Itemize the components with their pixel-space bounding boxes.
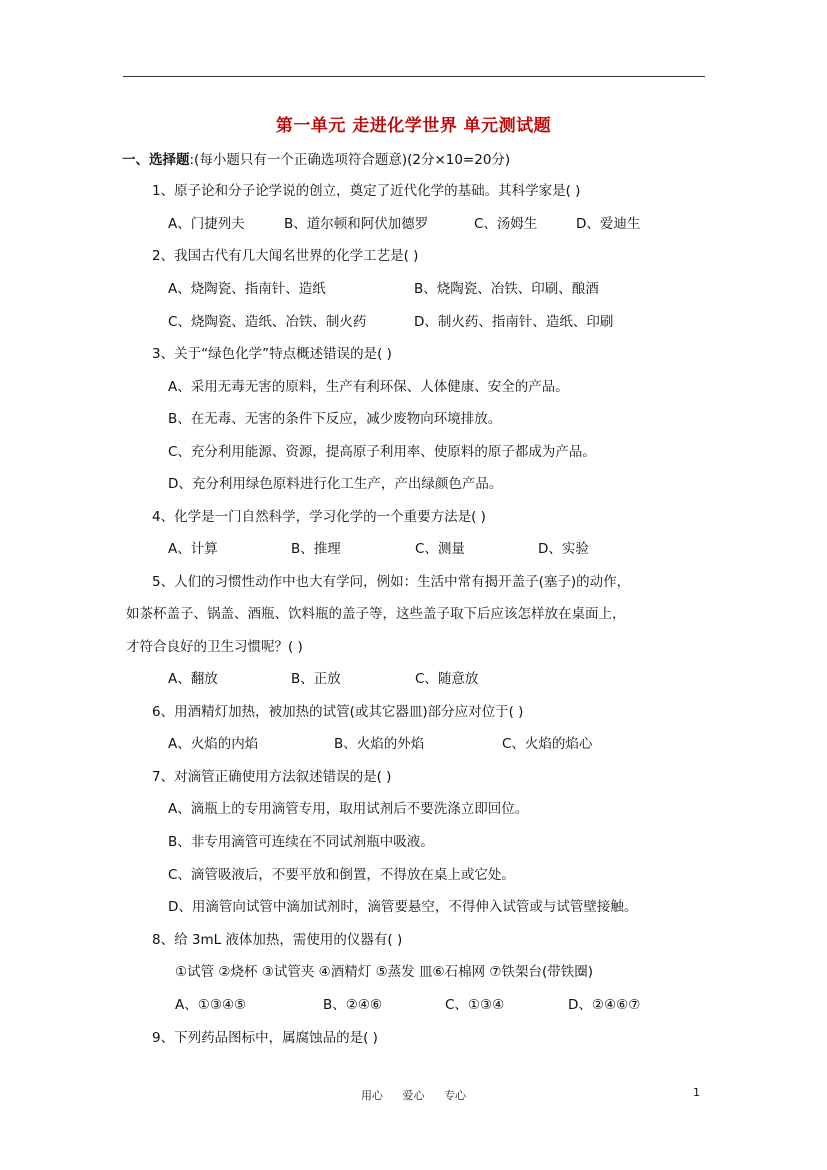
option-d: D、充分利用绿色原料进行化工生产，产出绿颜色产品。 <box>168 476 503 492</box>
page-footer <box>0 1087 827 1103</box>
question-8: 8、给 3mL 液体加热，需使用的仪器有( ) <box>152 932 403 948</box>
question-5-options <box>168 670 768 688</box>
option-c: C、火焰的焰心 <box>502 736 593 752</box>
option-d: D、爱迪生 <box>576 216 641 232</box>
option-c: C、①③④ <box>445 997 505 1013</box>
question-4-options <box>168 540 768 558</box>
question-4: 4、化学是一门自然科学，学习化学的一个重要方法是( ) <box>152 509 486 525</box>
option-b: B、②④⑥ <box>323 997 383 1013</box>
question-8-items: ①试管 ②烧杯 ③试管夹 ④酒精灯 ⑤蒸发 皿⑥石棉网 ⑦铁架台(带铁圈) <box>175 964 593 980</box>
question-2-options-row2 <box>168 313 768 331</box>
option-d: D、实验 <box>538 541 589 557</box>
option-d: D、用滴管向试管中滴加试剂时，滴管要悬空，不得伸入试管或与试管壁接触。 <box>168 899 638 915</box>
section-label: 一、选择题 <box>122 152 190 168</box>
option-c: C、测量 <box>415 541 465 557</box>
option-a: A、计算 <box>168 541 218 557</box>
question-9: 9、下列药品图标中，属腐蚀品的是( ) <box>152 1030 378 1046</box>
option-a: A、①③④⑤ <box>175 997 247 1013</box>
option-c: C、烧陶瓷、造纸、冶铁、制火药 <box>168 314 367 330</box>
option-b: B、烧陶瓷、冶铁、印刷、酿酒 <box>414 281 599 297</box>
question-3: 3、关于“绿色化学”特点概述错误的是( ) <box>152 346 392 362</box>
header-rule <box>123 76 705 77</box>
option-a: A、烧陶瓷、指南针、造纸 <box>168 281 326 297</box>
option-b: B、推理 <box>291 541 341 557</box>
option-a: A、门捷列夫 <box>168 216 245 232</box>
footer-item: 爱心 <box>402 1089 425 1102</box>
question-5-line-2: 如茶杯盖子、锅盖、酒瓶、饮料瓶的盖子等，这些盖子取下后应该怎样放在桌面上， <box>126 606 626 622</box>
option-b: B、正放 <box>291 671 341 687</box>
question-2-options-row1 <box>168 280 768 298</box>
option-d: D、制火药、指南针、造纸、印刷 <box>414 314 614 330</box>
section-desc: :(每小题只有一个正确选项符合题意)(2分×10=20分) <box>189 152 511 168</box>
footer-item: 用心 <box>361 1089 383 1102</box>
page-number: 1 <box>693 1086 700 1099</box>
question-2: 2、我国古代有几大闻名世界的化学工艺是( ) <box>152 248 419 264</box>
option-b: B、火焰的外焰 <box>334 736 425 752</box>
footer-item: 专心 <box>444 1089 466 1102</box>
option-a: A、翻放 <box>168 671 218 687</box>
option-b: B、在无毒、无害的条件下反应，减少废物向环境排放。 <box>168 411 502 427</box>
question-1: 1、原子论和分子论学说的创立，奠定了近代化学的基础。其科学家是( ) <box>152 183 581 199</box>
option-c: C、充分利用能源、资源，提高原子利用率、使原料的原子都成为产品。 <box>168 444 596 460</box>
question-7: 7、对滴管正确使用方法叙述错误的是( ) <box>152 769 392 785</box>
section-heading <box>122 151 510 169</box>
option-a: A、火焰的内焰 <box>168 736 259 752</box>
option-c: C、汤姆生 <box>474 216 538 232</box>
question-6: 6、用酒精灯加热，被加热的试管(或其它器皿)部分应对位于( ) <box>152 704 524 720</box>
question-6-options <box>168 735 768 753</box>
option-a: A、采用无毒无害的原料，生产有利环保、人体健康、安全的产品。 <box>168 379 569 395</box>
option-b: B、道尔顿和阿伏加德罗 <box>284 216 429 232</box>
question-8-options <box>175 996 775 1014</box>
question-5-line-1: 5、人们的习惯性动作中也大有学问，例如：生活中常有揭开盖子(塞子)的动作， <box>152 574 631 590</box>
option-a: A、滴瓶上的专用滴管专用，取用试剂后不要洗涤立即回位。 <box>168 801 529 817</box>
page-title: 第一单元 走进化学世界 单元测试题 <box>275 116 552 136</box>
question-5-line-3: 才符合良好的卫生习惯呢？( ) <box>126 639 303 655</box>
option-d: D、②④⑥⑦ <box>568 997 641 1013</box>
option-b: B、非专用滴管可连续在不同试剂瓶中吸液。 <box>168 834 434 850</box>
question-1-options <box>168 215 768 233</box>
option-c: C、滴管吸液后，不要平放和倒置，不得放在桌上或它处。 <box>168 867 515 883</box>
option-c: C、随意放 <box>415 671 479 687</box>
